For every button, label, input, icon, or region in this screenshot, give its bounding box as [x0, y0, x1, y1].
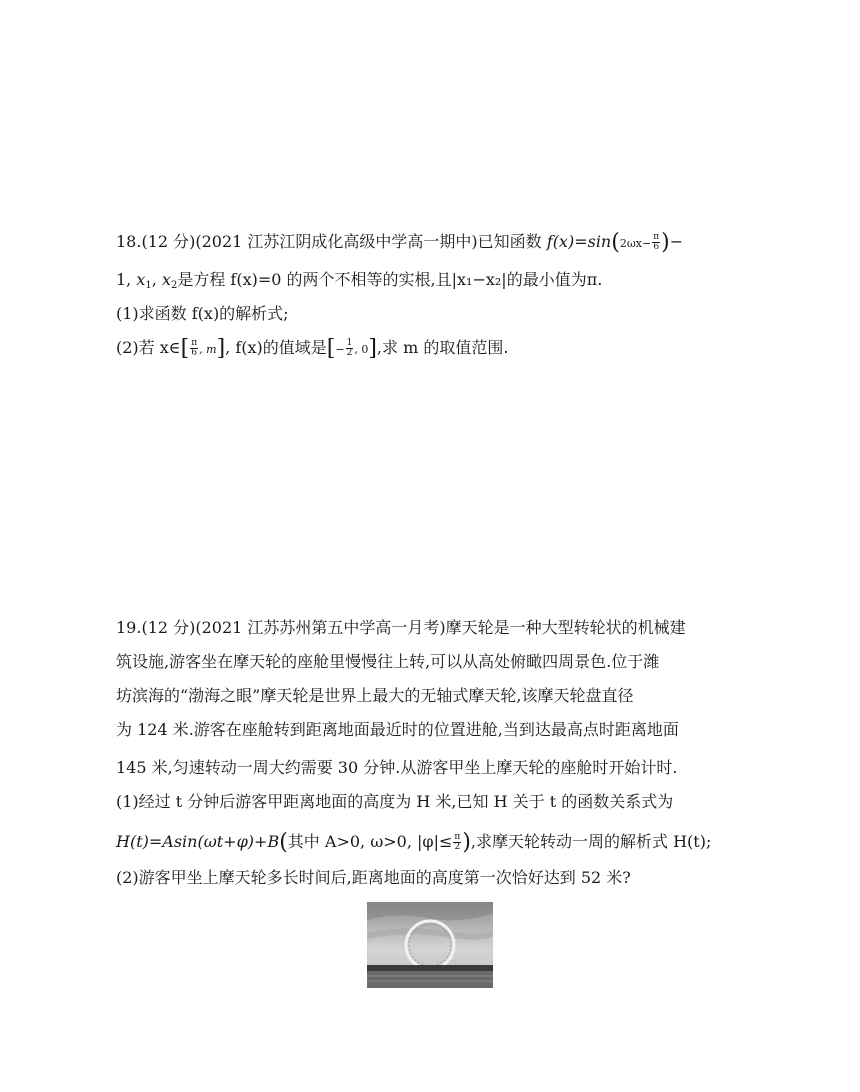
- q19-line-5: 145 米,匀速转动一周大约需要 30 分钟.从游客甲坐上摩天轮的座舱时开始计时.: [116, 758, 678, 777]
- q18-minus: −: [669, 232, 684, 251]
- q18-pi-over-6-b: $\frac{\pi}{6}$: [191, 338, 198, 358]
- q18-abs-expr: |x₁−x₂|: [451, 270, 507, 289]
- q18-line-1: 18.(12 分)(2021 江苏江阴成化高级中学高一期中)已知函数 f(x)=sin(2ωx− $\frac{\pi}{6}$ )−: [116, 230, 684, 255]
- q19-line-3: 坊滨海的“渤海之眼”摩天轮是世界上最大的无轴式摩天轮,该摩天轮盘直径: [116, 686, 634, 705]
- q18-one-half: $\frac{1}{2}$: [346, 338, 353, 358]
- q18-pi-over-6: $\frac{\pi}{6}$: [653, 232, 660, 252]
- q18-func-arg: 2ωx−: [619, 237, 652, 250]
- q19-line-6: (1)经过 t 分钟后游客甲距离地面的高度为 H 米,已知 H 关于 t 的函数关系式为: [116, 792, 674, 811]
- q18-header: 18.(12 分)(2021 江苏江阴成化高级中学高一期中)已知函数: [116, 232, 542, 251]
- ferris-wheel-photo: [367, 902, 493, 988]
- q19-line-8: (2)游客甲坐上摩天轮多长时间后,距离地面的高度第一次恰好达到 52 米?: [116, 868, 631, 887]
- q19-line-2: 筑设施,游客坐在摩天轮的座舱里慢慢往上转,可以从高处俯瞰四周景色.位于潍: [116, 652, 660, 671]
- q19-line-4: 为 124 米.游客在座舱转到距离地面最近时的位置进舱,当到达最高点时距离地面: [116, 720, 679, 739]
- q19-line-1: 19.(12 分)(2021 江苏苏州第五中学高一月考)摩天轮是一种大型转轮状的机械建: [116, 618, 686, 637]
- q18-part2: (2)若 x∈[ $\frac{\pi}{6}$ , m], f(x)的值域是[− $\frac{1}{2}$ , 0],求 m 的取值范围.: [116, 336, 509, 361]
- q18-func-lhs: f(x)=sin: [546, 232, 612, 251]
- q18-line-2: 1, $x_1$, $x_2$是方程 f(x)=0 的两个不相等的实根,且|x₁−x₂|的最小值为π.: [116, 270, 603, 291]
- q19-pi-over-2: $\frac{\pi}{2}$: [454, 832, 461, 852]
- q19-line-7: H(t)=Asin(ωt+φ)+B(其中 A>0, ω>0, |φ|≤ $\frac{\pi}{2}$ ),求摩天轮转动一周的解析式 H(t);: [116, 830, 712, 855]
- q18-part1: (1)求函数 f(x)的解析式;: [116, 304, 289, 323]
